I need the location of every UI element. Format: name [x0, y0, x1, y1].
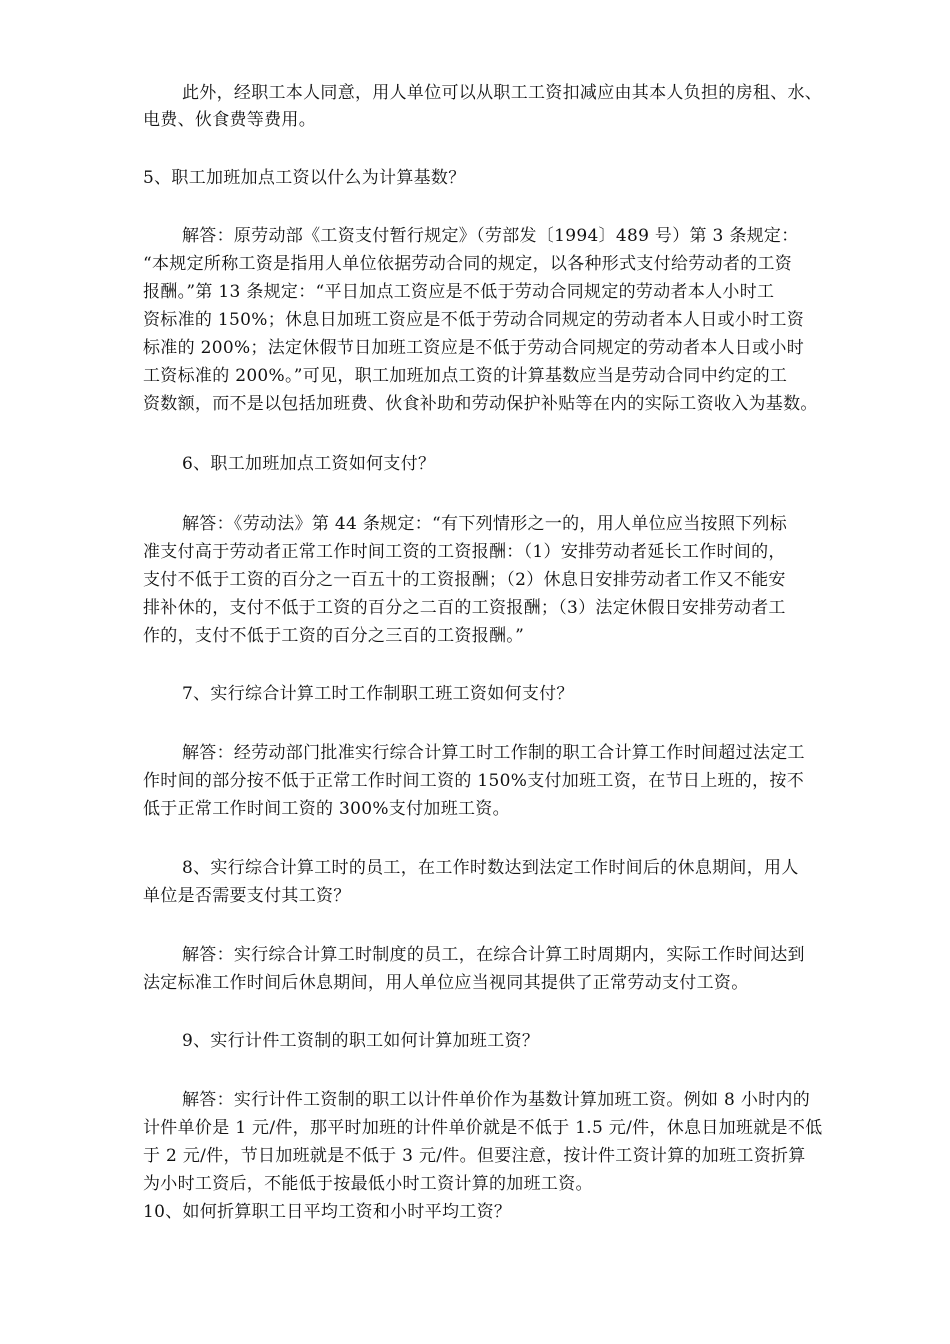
paragraph-line: 准支付高于劳动者正常工作时间工资的工资报酬：（1）安排劳动者延长工作时间的， [143, 542, 786, 562]
paragraph-line: “本规定所称工资是指用人单位依据劳动合同的规定，以各种形式支付给劳动者的工资 [143, 254, 793, 274]
question-heading: 9、实行计件工资制的职工如何计算加班工资？ [182, 1031, 540, 1051]
question-heading: 7、实行综合计算工时工作制职工班工资如何支付？ [182, 684, 574, 704]
question-heading: 单位是否需要支付其工资？ [143, 886, 351, 906]
paragraph-line: 资数额，而不是以包括加班费、伙食补助和劳动保护补贴等在内的实际工资收入为基数。 [143, 394, 818, 414]
paragraph-line: 低于正常工作时间工资的 300%支付加班工资。 [143, 799, 510, 819]
paragraph-line: 报酬。”第 13 条规定：“平日加点工资应是不低于劳动合同规定的劳动者本人小时工 [143, 282, 775, 302]
paragraph-line: 解答：原劳动部《工资支付暂行规定》（劳部发〔1994〕489 号）第 3 条规定： [182, 226, 799, 246]
paragraph-line: 作的，支付不低于工资的百分之三百的工资报酬。” [143, 626, 525, 646]
question-heading: 10、如何折算职工日平均工资和小时平均工资？ [143, 1202, 512, 1222]
question-heading: 6、职工加班加点工资如何支付？ [182, 454, 436, 474]
paragraph-line: 解答：《劳动法》第 44 条规定：“有下列情形之一的，用人单位应当按照下列标 [182, 514, 788, 534]
paragraph-line: 解答：经劳动部门批准实行综合计算工时工作制的职工合计算工作时间超过法定工 [182, 743, 805, 763]
paragraph-line: 资标准的 150%；休息日加班工资应是不低于劳动合同规定的劳动者本人日或小时工资 [143, 310, 805, 330]
question-heading: 8、实行综合计算工时的员工，在工作时数达到法定工作时间后的休息期间，用人 [182, 858, 799, 878]
paragraph-line: 工资标准的 200%。”可见，职工加班加点工资的计算基数应当是劳动合同中约定的工 [143, 366, 788, 386]
paragraph-line: 作时间的部分按不低于正常工作时间工资的 150%支付加班工资，在节日上班的，按不 [143, 771, 805, 791]
paragraph-line: 为小时工资后，不能低于按最低小时工资计算的加班工资。 [143, 1174, 593, 1194]
paragraph-line: 此外，经职工本人同意，用人单位可以从职工工资扣减应由其本人负担的房租、水、 [182, 83, 823, 103]
paragraph-line: 解答：实行计件工资制的职工以计件单价作为基数计算加班工资。例如 8 小时内的 [182, 1090, 811, 1110]
paragraph-line: 法定标准工作时间后休息期间，用人单位应当视同其提供了正常劳动支付工资。 [143, 973, 749, 993]
paragraph-line: 排补休的，支付不低于工资的百分之二百的工资报酬；（3）法定休假日安排劳动者工 [143, 598, 786, 618]
paragraph-line: 于 2 元/件，节日加班就是不低于 3 元/件。但要注意，按计件工资计算的加班工资折算 [143, 1146, 806, 1166]
paragraph-line: 解答：实行综合计算工时制度的员工，在综合计算工时周期内，实际工作时间达到 [182, 945, 805, 965]
paragraph-line: 标准的 200%；法定休假节日加班工资应是不低于劳动合同规定的劳动者本人日或小时 [143, 338, 805, 358]
paragraph-line: 支付不低于工资的百分之一百五十的工资报酬；（2）休息日安排劳动者工作又不能安 [143, 570, 786, 590]
question-heading: 5、职工加班加点工资以什么为计算基数？ [143, 168, 466, 188]
paragraph-line: 计件单价是 1 元/件，那平时加班的计件单价就是不低于 1.5 元/件，休息日加班就是不低 [143, 1118, 823, 1138]
paragraph-line: 电费、伙食费等费用。 [143, 110, 316, 130]
